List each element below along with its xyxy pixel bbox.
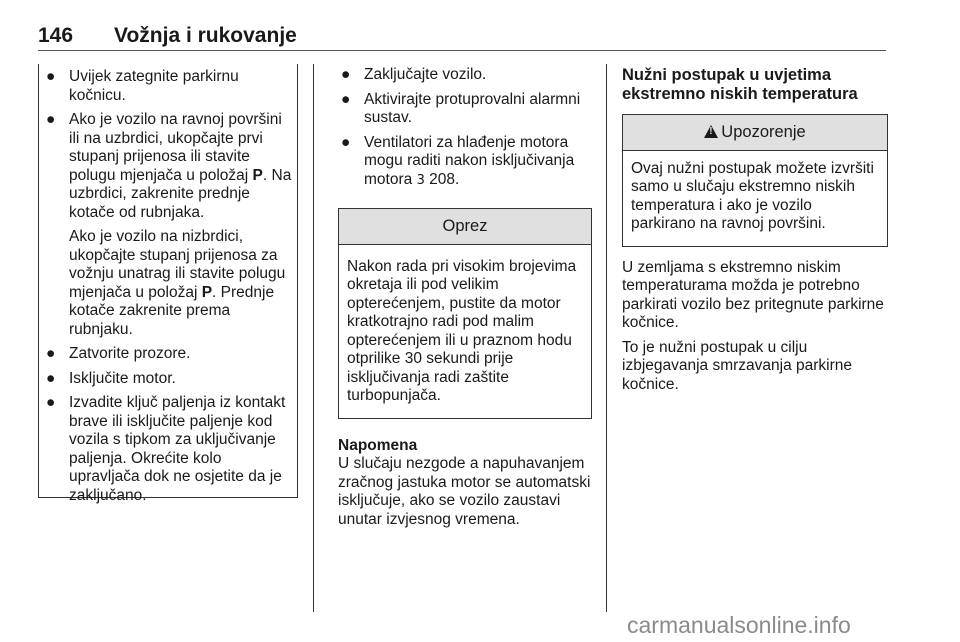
watermark: carmanualsonline.info xyxy=(627,612,851,638)
continuation-text: Ako je vozilo na nizbrdici, ukopčajte stupanj prijenosa za vožnju unatrag ili stavite polugu mjenjača u položaj xyxy=(69,228,286,301)
list-item-text: Uvijek zategnite parkirnu kočnicu. xyxy=(69,68,239,104)
list-item-continuation xyxy=(69,228,293,339)
page-header xyxy=(38,24,297,48)
warning-header xyxy=(623,115,887,151)
bullet: ● xyxy=(341,66,351,83)
warning-title: Upozorenje xyxy=(721,123,806,141)
column-1-box xyxy=(38,64,298,504)
caution-title: Oprez xyxy=(339,209,591,245)
caution-text: Nakon rada pri visokim brojevima okretaja ili pod velikim opterećenjem, pustite da motor kratkotrajno radi pod malim opterećenjem ili u praznom hodu otprilike 30 sekundi prije isključivanja radi zaštite turbopunjača. xyxy=(347,257,577,404)
list-item-text: Zatvorite prozore. xyxy=(69,345,191,362)
bullet: ● xyxy=(341,133,351,151)
list-item-text: . Na uzbrdici, zakrenite prednje kotače od rubnjaka. xyxy=(69,166,292,221)
bullet: ● xyxy=(46,369,56,387)
warning-box xyxy=(622,114,888,247)
list-item-text: Isključite motor. xyxy=(69,369,176,387)
list-item-text: Ako je vozilo na ravnoj površini ili na uzbrdici, ukopčajte prvi stupanj prijenosa ili stavite polugu mjenjača u položaj xyxy=(69,111,282,184)
bullet-list-1 xyxy=(43,68,293,505)
column-3 xyxy=(622,66,888,394)
caution-box xyxy=(338,208,592,419)
paragraph: To je nužni postupak u cilju izbjegavanja smrzavanja parkirne kočnice. xyxy=(622,338,853,393)
bullet: ● xyxy=(46,111,56,128)
list-item xyxy=(338,134,594,191)
page-reference: 208. xyxy=(429,170,460,188)
gear-position-p: P xyxy=(201,283,213,301)
bullet: ● xyxy=(341,90,351,108)
gear-position-p: P xyxy=(252,166,263,184)
warning-text: Ovaj nužni postupak možete izvršiti samo u slučaju ekstremno niskih temperatura i ako je vozilo parkirano na ravnoj površini. xyxy=(631,159,874,232)
continuation-text: . Prednje kotače zakrenite prema rubnjaku. xyxy=(69,283,275,338)
list-item xyxy=(43,111,293,339)
list-item xyxy=(43,68,293,105)
list-item-text: Izvadite ključ paljenja iz kontakt brave ili isključite paljenje kod vozila s tipkom za uključivanje paljenja. Okrećite kolo upravljača dok ne osjetite da je zaključano. xyxy=(69,394,286,504)
column-divider-2 xyxy=(606,64,607,612)
section-title: Nužni postupak u uvjetima ekstremno niskih temperatura xyxy=(622,66,858,103)
list-item xyxy=(338,66,594,85)
page-number: 146 xyxy=(38,24,74,47)
warning-triangle-icon xyxy=(704,125,718,138)
column-2 xyxy=(338,66,594,529)
header-rule xyxy=(38,50,886,51)
bullet: ● xyxy=(46,394,56,411)
paragraph: U zemljama s ekstremno niskim temperaturama možda je potrebno parkirati vozilo bez pritegnute parkirne kočnice. xyxy=(622,258,884,331)
column-divider-1 xyxy=(313,64,314,612)
list-item xyxy=(43,345,293,364)
list-item-text: Ventilatori za hlađenje motora mogu raditi nakon isključivanja motora xyxy=(364,133,575,188)
bullet-list-2 xyxy=(338,66,594,190)
bullet: ● xyxy=(46,68,56,85)
note-text: U slučaju nezgode a napuhavanjem zračnog jastuka motor se automatski isključuje, ako se vozilo zaustavi unutar izvjesnog vremena. xyxy=(338,455,591,528)
list-item-text: Zaključajte vozilo. xyxy=(364,66,487,83)
note-title: Napomena xyxy=(338,436,418,454)
list-item-text: Aktivirajte protuprovalni alarmni sustav. xyxy=(364,90,581,126)
list-item xyxy=(338,91,594,128)
bullet: ● xyxy=(46,345,56,362)
list-item xyxy=(43,394,293,505)
chapter-title: Vožnja i rukovanje xyxy=(114,24,297,47)
page-reference-arrow-icon: 3 xyxy=(416,172,425,188)
list-item xyxy=(43,370,293,389)
